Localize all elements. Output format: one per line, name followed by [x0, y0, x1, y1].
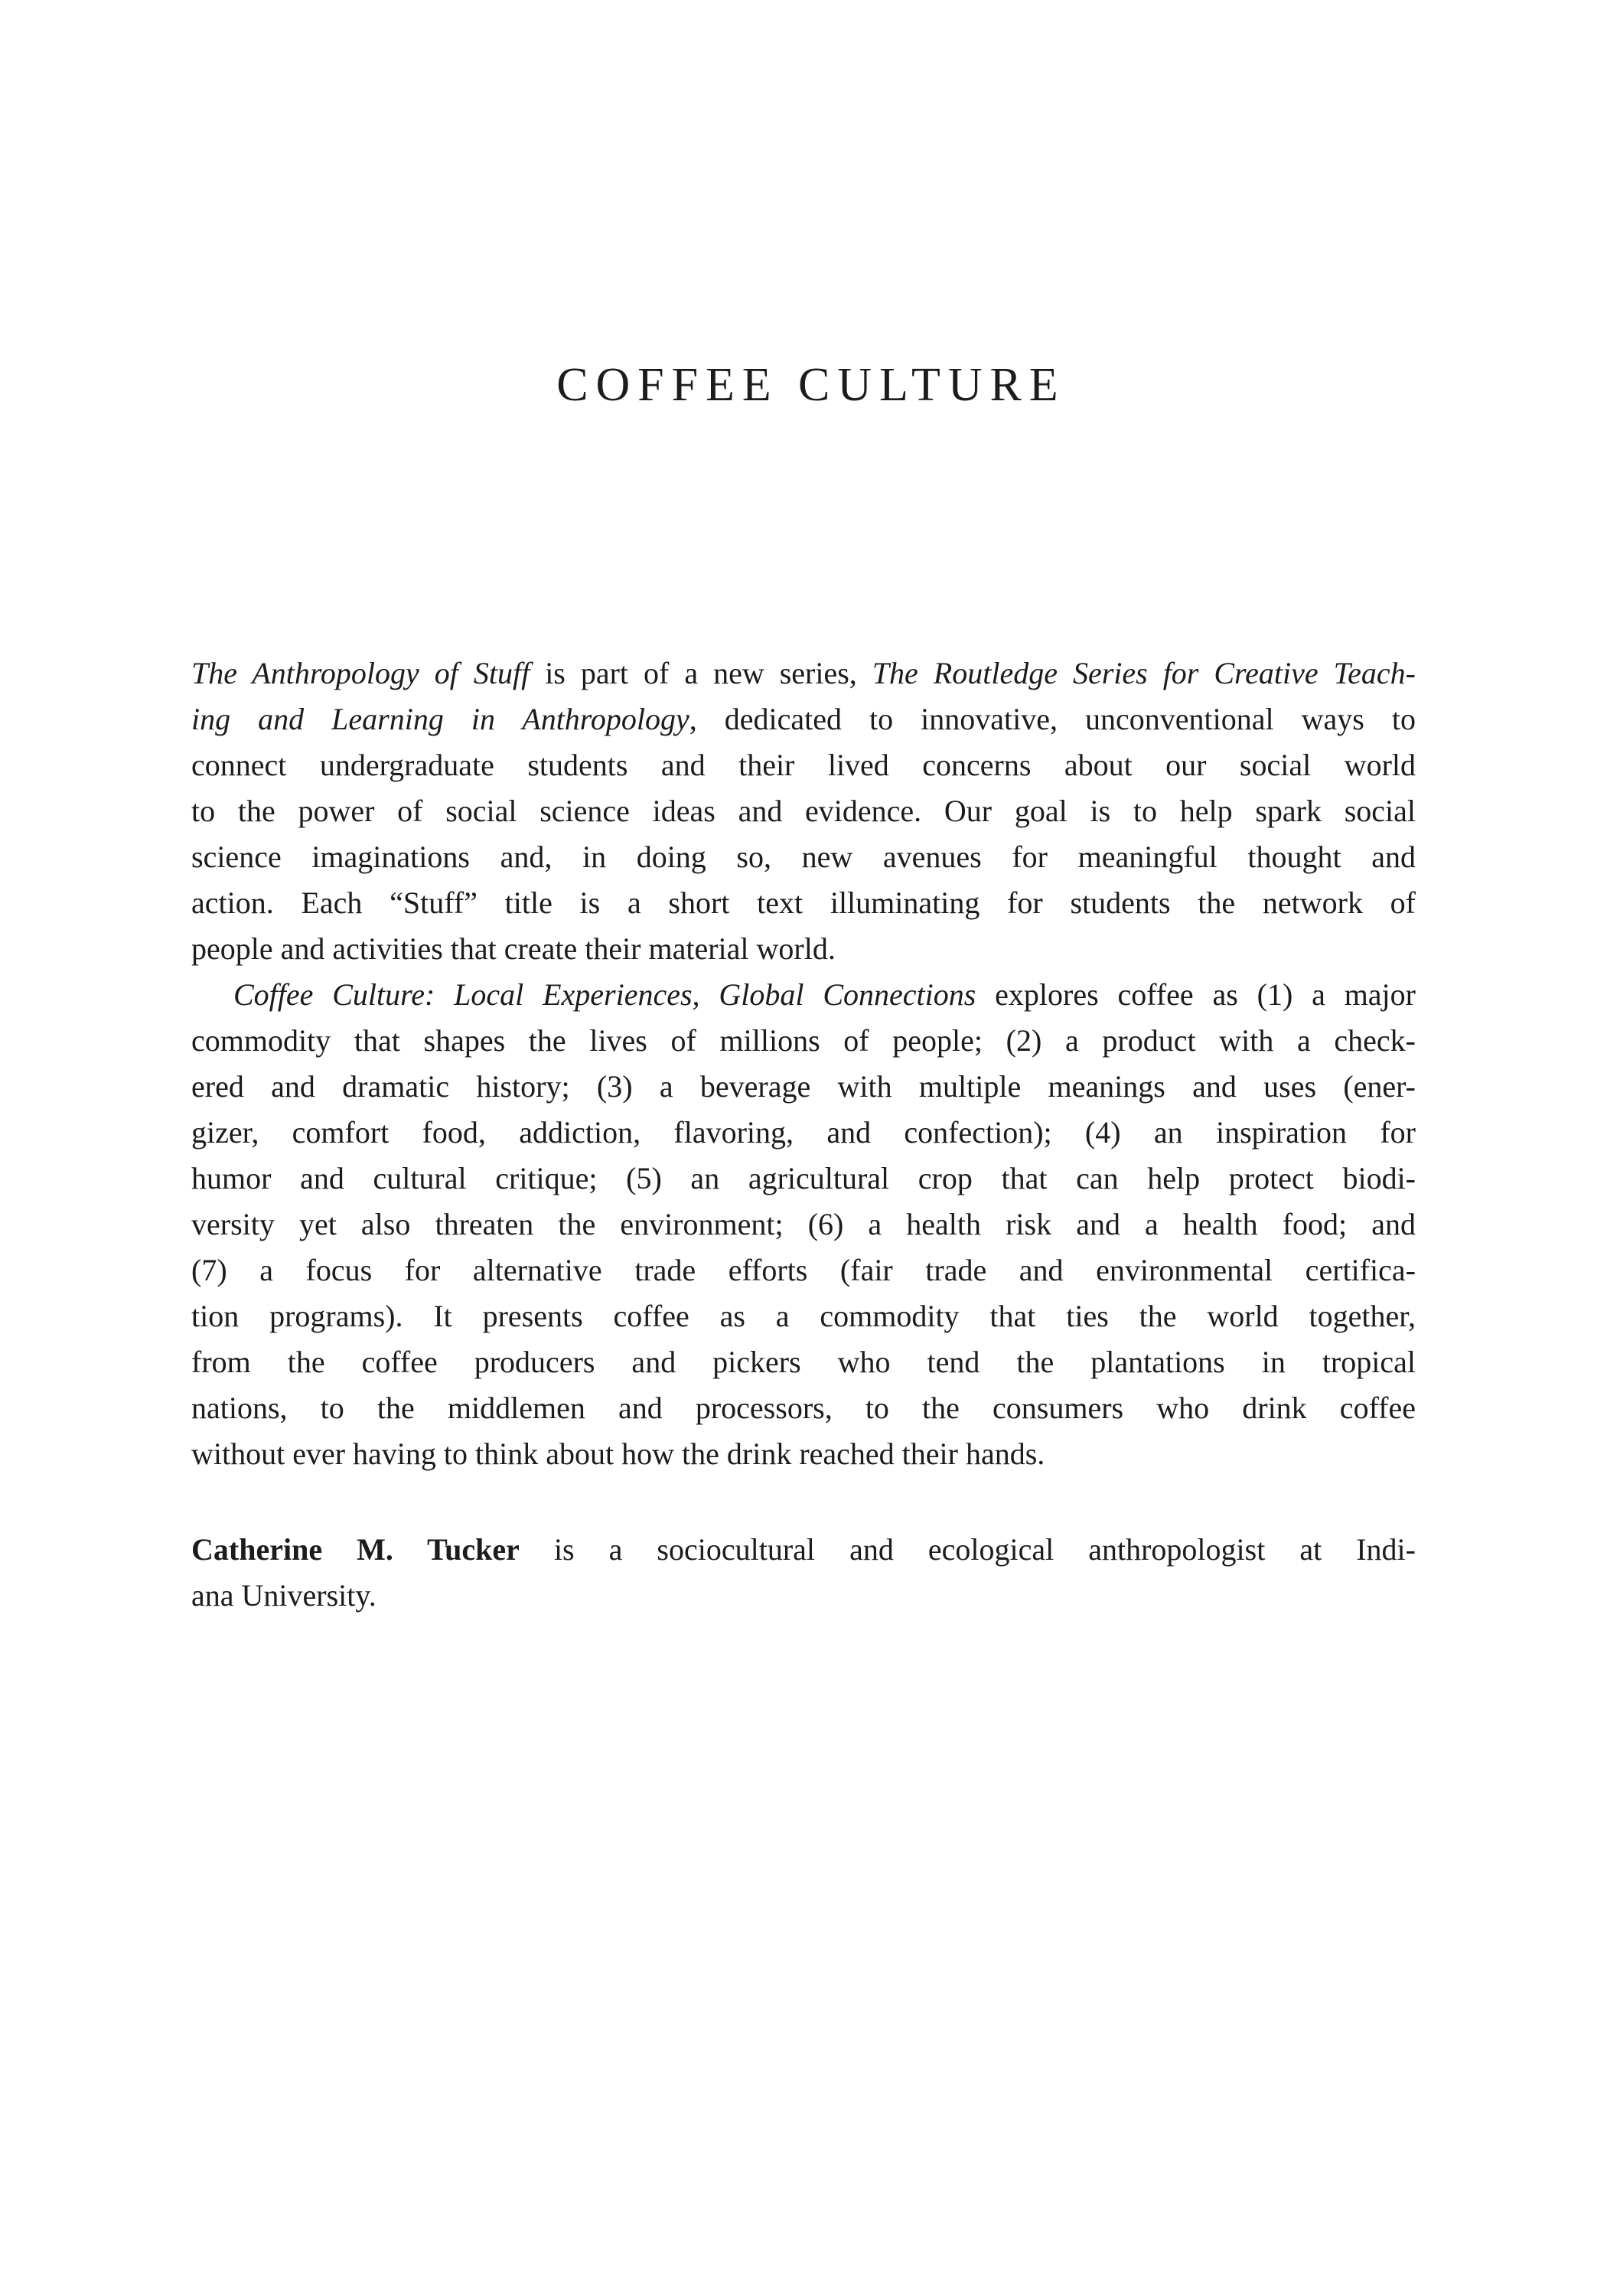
body-text: ana University. [191, 1578, 376, 1613]
body-text: without ever having to think about how the drink reached their hands. [191, 1437, 1045, 1471]
bold-text: Catherine M. Tucker [191, 1532, 520, 1567]
text-line [191, 880, 1416, 926]
italic-text: ing and Learning in Anthropology [191, 702, 689, 736]
text-line [191, 1431, 1416, 1477]
text-line [191, 1293, 1416, 1339]
author-bio-paragraph [191, 1527, 1416, 1619]
text-line [191, 651, 1416, 696]
italic-text: The Anthropology of Stuff [191, 656, 530, 690]
text-line [191, 1385, 1416, 1431]
body-text: commodity that shapes the lives of millions of people; (2) a product with a check- [191, 1023, 1416, 1058]
body-text: action. Each “Stuff” title is a short text illuminating for students the network of [191, 885, 1416, 920]
series-intro-paragraph [191, 651, 1416, 972]
text-line [191, 1573, 1416, 1619]
body-text: gizer, comfort food, addiction, flavoring, and confection); (4) an inspiration for [191, 1115, 1416, 1150]
text-column [191, 651, 1416, 1619]
text-line [191, 1247, 1416, 1293]
body-text: ered and dramatic history; (3) a beverage with multiple meanings and uses (ener- [191, 1069, 1416, 1104]
body-text: tion programs). It presents coffee as a commodity that ties the world together, [191, 1299, 1416, 1333]
text-line [191, 972, 1416, 1018]
body-text: from the coffee producers and pickers who tend the plantations in tropical [191, 1345, 1416, 1379]
page-title: COFFEE CULTURE [556, 358, 1066, 411]
text-line [191, 1202, 1416, 1247]
body-text: connect undergraduate students and their lived concerns about our social world [191, 748, 1416, 782]
italic-text: Coffee Culture: Local Experiences, Global Connections [233, 977, 976, 1012]
text-line [191, 1527, 1416, 1573]
text-line [191, 1339, 1416, 1385]
body-text: explores coffee as (1) a major [976, 977, 1416, 1012]
body-text: , dedicated to innovative, unconventional ways to [689, 702, 1416, 736]
text-line [191, 1018, 1416, 1064]
body-text: to the power of social science ideas and evidence. Our goal is to help spark social [191, 794, 1416, 828]
text-line [191, 834, 1416, 880]
body-text: people and activities that create their material world. [191, 931, 836, 966]
text-line [191, 788, 1416, 834]
body-text: versity yet also threaten the environment; (6) a health risk and a health food; and [191, 1207, 1416, 1241]
text-line [191, 1110, 1416, 1156]
body-text: science imaginations and, in doing so, new avenues for meaningful thought and [191, 840, 1416, 874]
body-text: (7) a focus for alternative trade efforts (fair trade and environmental certifica- [191, 1253, 1416, 1287]
body-text: is part of a new series, [530, 656, 872, 690]
italic-text: The Routledge Series for Creative Teach- [872, 656, 1416, 690]
body-text: nations, to the middlemen and processors, to the consumers who drink coffee [191, 1391, 1416, 1425]
book-description-paragraph [191, 972, 1416, 1477]
text-line [191, 742, 1416, 788]
text-line [191, 696, 1416, 742]
text-line [191, 1064, 1416, 1110]
text-line [191, 926, 1416, 972]
body-text: humor and cultural critique; (5) an agricultural crop that can help protect biodi- [191, 1161, 1416, 1195]
body-text: is a sociocultural and ecological anthropologist at Indi- [519, 1532, 1416, 1567]
text-line [191, 1156, 1416, 1202]
